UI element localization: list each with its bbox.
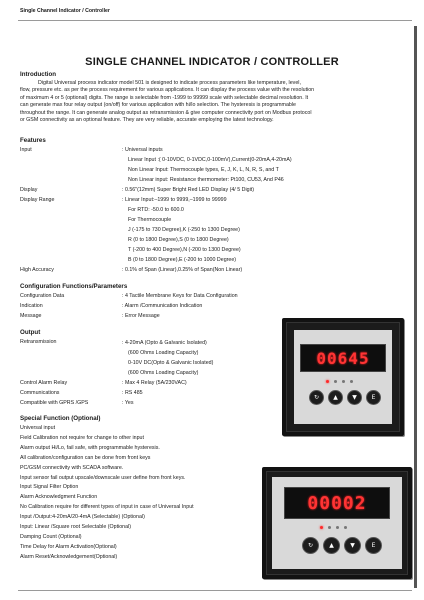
led-reading: 00002 bbox=[307, 492, 367, 514]
list-item: Input: Linear /Square root Selectable (Optional) bbox=[20, 524, 132, 531]
output-retransmission-line: : 4-20mA (Opto & Galvanic Isolated) bbox=[122, 340, 207, 346]
indicator-device-photo-top bbox=[282, 318, 404, 436]
list-item: Universal input bbox=[20, 425, 56, 431]
led-display bbox=[300, 344, 386, 372]
list-item: Field Calibration not require for change to other input bbox=[20, 434, 144, 441]
up-key-icon: ▲ bbox=[323, 537, 340, 554]
list-item: Damping Count (Optional) bbox=[20, 533, 82, 540]
feature-label-input: Input bbox=[20, 147, 32, 153]
status-leds bbox=[326, 380, 353, 383]
output-retransmission-line: 0-10V DC(Opto & Galvanic Isolated) bbox=[128, 360, 214, 366]
status-led-icon bbox=[336, 526, 339, 529]
feature-value-input: Linear Input :( 0-10VDC, 0-1VDC,0-100mV),Current(0-20mA,4-20mA) bbox=[128, 157, 292, 163]
status-led-icon bbox=[350, 380, 353, 383]
feature-value-input: Non Linear Input: Thermocouple types, E, J, K, L, N, R, S, and T bbox=[128, 167, 279, 173]
list-item: Input sensor fail output upscale/downscale user define from front keys. bbox=[20, 474, 186, 481]
feature-label-display: Display bbox=[20, 187, 38, 193]
status-leds bbox=[320, 526, 347, 529]
list-item: Input /Output:4-20mA/20-4mA (Selectable) (Optional) bbox=[20, 514, 145, 521]
list-item: Time Delay for Alarm Activation(Optional) bbox=[20, 543, 117, 550]
output-label-retransmission: Retransmission bbox=[20, 339, 57, 345]
output-label: Control Alarm Relay bbox=[20, 380, 68, 386]
config-value: : 4 Tactile Membrane Keys for Data Configuration bbox=[122, 293, 238, 299]
feature-value-input: : Universal inputs bbox=[122, 147, 163, 153]
list-item: All calibration/configuration can be done from front keys bbox=[20, 454, 151, 461]
feature-label-display-range: Display Range bbox=[20, 197, 55, 203]
list-item: Alarm output Hi/Lo, fail safe, with programmable hysteresis. bbox=[20, 444, 160, 451]
down-key-icon: ▼ bbox=[344, 537, 361, 554]
special-heading: Special Function (Optional) bbox=[20, 415, 101, 422]
status-led-icon bbox=[342, 380, 345, 383]
intro-line: flow, pressure etc. as per the process requirement for various applications. It can display the process value with the resolution bbox=[20, 87, 315, 94]
config-value: : Error Message bbox=[122, 313, 160, 319]
intro-heading: Introduction bbox=[20, 71, 57, 78]
right-edge-strip bbox=[414, 26, 417, 588]
intro-line: can generate max four relay output (on/off) for various application with hi/lo selection. The hysteresis is programmable bbox=[20, 102, 296, 109]
list-item: No Calibration require for different types of input in case of Universal Input bbox=[20, 504, 194, 511]
header-divider bbox=[18, 20, 412, 21]
feature-value-display-range: J (-175 to 730 Degree),K (-250 to 1300 Degree) bbox=[128, 227, 240, 233]
page-title: SINGLE CHANNEL INDICATOR / CONTROLLER bbox=[85, 56, 339, 68]
intro-line: throughout the range. It can generate analog output as retransmission & give computer connectivity port on Modbus protocol bbox=[20, 109, 312, 116]
feature-label-accuracy: High Accuracy bbox=[20, 267, 54, 273]
special-list bbox=[20, 424, 260, 563]
feature-value-display-range: T (-200 to 400 Degree),N (-200 to 1300 Degree) bbox=[128, 247, 241, 253]
feature-value-display-range: B (0 to 1800 Degree),E (-200 to 1000 Degree) bbox=[128, 257, 237, 263]
enter-key-icon: E bbox=[365, 537, 382, 554]
device-face bbox=[272, 477, 402, 569]
refresh-key-icon: ↻ bbox=[309, 390, 324, 405]
intro-line: or GSM connectivity as an optional feature. They are very reliable, accurate employing the latest technology. bbox=[20, 117, 274, 124]
footer-divider bbox=[18, 590, 412, 591]
output-retransmission-line: (600 Ohms Loading Capacity) bbox=[128, 370, 199, 376]
device-keys bbox=[302, 537, 382, 554]
config-label: Message bbox=[20, 313, 42, 319]
feature-value-display-range: For RTD: -50.0 to 600.0 bbox=[128, 207, 184, 213]
output-value: : Yes bbox=[122, 400, 134, 406]
config-label: Configuration Data bbox=[20, 293, 65, 299]
enter-key-icon: E bbox=[366, 390, 381, 405]
config-value: : Alarm /Communication Indication bbox=[122, 303, 203, 309]
config-label: Indication bbox=[20, 303, 43, 309]
output-value: : Max 4 Relay (5A/230VAC) bbox=[122, 380, 187, 386]
status-led-icon bbox=[328, 526, 331, 529]
device-face bbox=[294, 330, 392, 424]
output-value: : RS 485 bbox=[122, 390, 143, 396]
feature-value-display: : 0.56"(12mm) Super Bright Red LED Display (4/ 5 Digit) bbox=[122, 187, 254, 193]
list-item: Input Signal Filter Option bbox=[20, 484, 79, 491]
intro-paragraph bbox=[20, 80, 412, 124]
feature-value-input: Non Linear input: Resistance thermometer: Pt100, CU53, And P46 bbox=[128, 177, 284, 183]
status-led-icon bbox=[320, 526, 323, 529]
list-item: Alarm Acknowledgment Function bbox=[20, 494, 98, 501]
down-key-icon: ▼ bbox=[347, 390, 362, 405]
led-reading: 00645 bbox=[316, 348, 370, 368]
feature-value-accuracy: : 0.1% of Span (Linear),0.25% of Span(Non Linear) bbox=[122, 267, 243, 273]
header-bar bbox=[0, 0, 424, 22]
device-keys bbox=[309, 390, 381, 405]
led-display bbox=[284, 487, 390, 519]
status-led-icon bbox=[334, 380, 337, 383]
indicator-device-photo-bottom bbox=[262, 467, 412, 579]
config-heading: Configuration Functions/Parameters bbox=[20, 283, 128, 290]
list-item: Alarm Reset/Acknowledgement(Optional) bbox=[20, 553, 118, 560]
feature-value-display-range: For Thermocouple bbox=[128, 217, 172, 223]
features-heading: Features bbox=[20, 137, 46, 144]
header-label: Single Channel Indicator / Controller bbox=[20, 8, 110, 14]
output-label: Communications bbox=[20, 390, 60, 396]
intro-line: of maximum 4 or 5 (optional) digits. The range is selectable from -1999 to 99999 scale with selectable decimal resolution. It bbox=[20, 94, 309, 101]
status-led-icon bbox=[326, 380, 329, 383]
intro-line: Digital Universal process indicator model 501 is designed to indicate process parameters like temperature, level, bbox=[38, 80, 301, 86]
list-item: PC/GSM connectivity with SCADA software. bbox=[20, 464, 124, 471]
up-key-icon: ▲ bbox=[328, 390, 343, 405]
feature-value-display-range: R (0 to 1800 Degree),S (0 to 1800 Degree) bbox=[128, 237, 229, 243]
feature-value-display-range: : Linear Input:–1999 to 9999,–1999 to 99999 bbox=[122, 197, 227, 203]
refresh-key-icon: ↻ bbox=[302, 537, 319, 554]
status-led-icon bbox=[344, 526, 347, 529]
output-label: Compatible with GPRS /GPS bbox=[20, 400, 89, 406]
output-heading: Output bbox=[20, 329, 41, 336]
output-retransmission-line: (600 Ohms Loading Capacity) bbox=[128, 350, 199, 356]
